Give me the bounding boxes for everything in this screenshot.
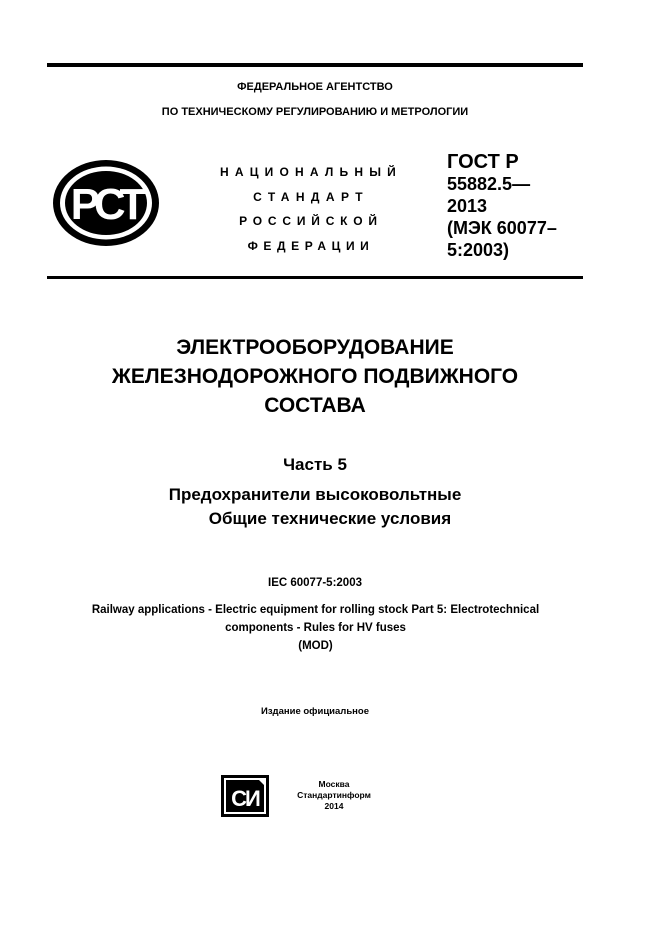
national-standard-line: ФЕДЕРАЦИИ	[247, 238, 375, 253]
part-number: Часть 5	[283, 455, 347, 474]
title-line: СОСТАВА	[264, 394, 366, 417]
national-standard-line: НАЦИОНАЛЬНЫЙ	[219, 165, 403, 179]
designation-line: (МЭК 60077–	[447, 218, 557, 238]
publication-year: 2014	[324, 801, 344, 811]
national-standard-label	[200, 160, 422, 258]
designation-line: 2013	[447, 196, 488, 216]
publisher-name: Стандартинформ	[297, 790, 371, 800]
rst-certification-mark-icon	[51, 158, 161, 248]
title-line: ЭЛЕКТРООБОРУДОВАНИЕ	[176, 336, 454, 359]
edition-label: Издание официальное	[261, 706, 369, 717]
title-line: ЖЕЛЕЗНОДОРОЖНОГО ПОДВИЖНОГО	[111, 365, 519, 388]
iec-reference: IEC 60077-5:2003	[268, 577, 362, 589]
publisher-city: Москва	[318, 779, 350, 789]
designation-line: 5:2003)	[447, 240, 510, 260]
logo-text: СИ	[231, 786, 259, 811]
national-standard-line: СТАНДАРТ	[253, 189, 369, 204]
top-rule	[47, 63, 583, 67]
english-title-line: components - Rules for HV fuses	[225, 622, 406, 634]
english-title-line: Railway applications - Electric equipment for rolling stock Part 5: Electrotechnical	[91, 604, 540, 616]
english-title-line: (MOD)	[298, 640, 333, 652]
publisher-info	[283, 779, 385, 812]
subtitle-line: Предохранители высоковольтные	[168, 485, 462, 504]
standard-designation	[447, 151, 587, 261]
standartinform-logo-icon	[221, 775, 269, 817]
emblem-text: РСТ	[70, 180, 142, 229]
designation-line: 55882.5—	[447, 174, 531, 194]
designation-line: ГОСТ Р	[447, 151, 519, 173]
agency-name-line1: ФЕДЕРАЛЬНОЕ АГЕНТСТВО	[237, 81, 393, 93]
header-divider	[47, 276, 583, 279]
subtitle-line: Общие технические условия	[208, 509, 452, 528]
national-standard-line: РОССИЙСКОЙ	[239, 214, 383, 228]
agency-name-line2: ПО ТЕХНИЧЕСКОМУ РЕГУЛИРОВАНИЮ И МЕТРОЛОГИИ	[161, 106, 469, 118]
document-title	[47, 333, 583, 420]
english-title	[20, 601, 611, 655]
